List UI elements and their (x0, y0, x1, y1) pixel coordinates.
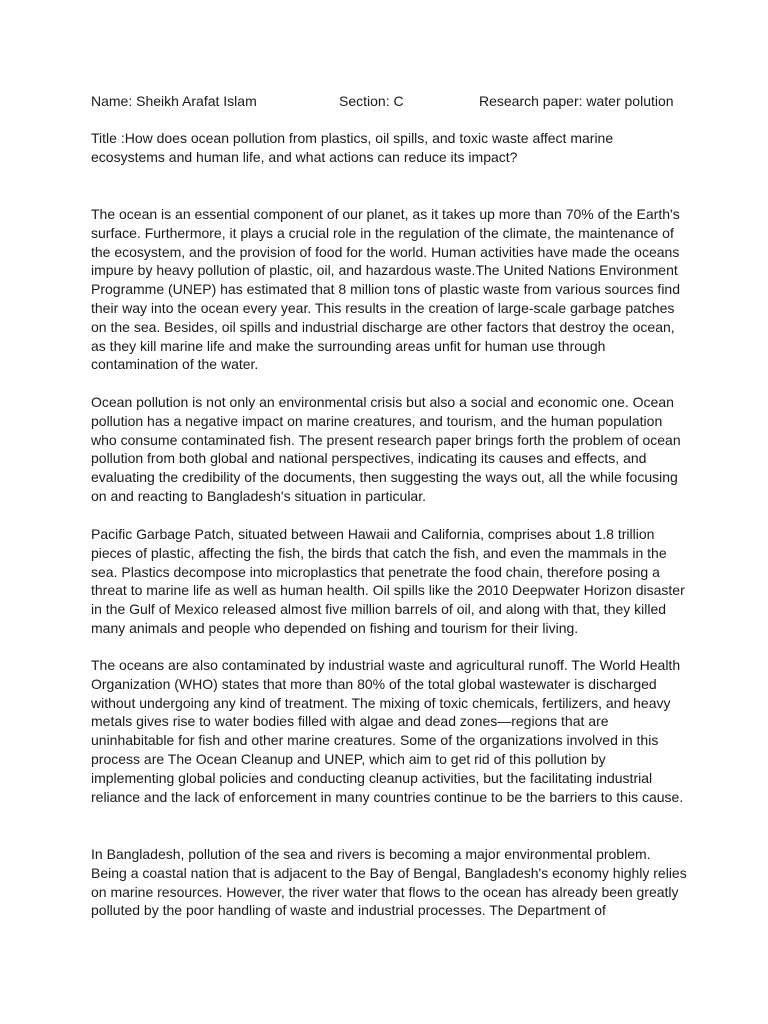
paper-topic: Research paper: water polution (479, 93, 674, 109)
text-line: pieces of plastic, affecting the fish, the birds that catch the fish, and even the mammals in the (91, 544, 667, 561)
text-line: polluted by the poor handling of waste and industrial processes. The Department of (91, 902, 606, 919)
text-line: Organization (WHO) states that more than 80% of the total global wastewater is discharged (91, 675, 657, 692)
text-line: metals gives rise to water bodies filled with algae and dead zones—regions that are (91, 713, 609, 730)
text-line: surface. Furthermore, it plays a crucial role in the regulation of the climate, the maintenance of (91, 224, 674, 241)
text-line: reliance and the lack of enforcement in many countries continue to be the barriers to this cause. (91, 788, 684, 805)
text-line: on the sea. Besides, oil spills and industrial discharge are other factors that destroy the ocean, (91, 318, 675, 335)
text-line: pollution has a negative impact on marine creatures, and tourism, and the human population (91, 412, 663, 429)
text-line: Being a coastal nation that is adjacent to the Bay of Bengal, Bangladesh's economy highly relies (91, 864, 687, 881)
text-line: who consume contaminated fish. The present research paper brings forth the problem of ocean (91, 431, 681, 448)
section-label: Section: C (339, 93, 404, 109)
text-line: Ocean pollution is not only an environmental crisis but also a social and economic one. Ocean (91, 394, 674, 410)
text-line: as they kill marine life and make the surrounding areas unfit for human use through (91, 337, 606, 354)
text-line: on and reacting to Bangladesh's situation in particular. (91, 487, 427, 504)
title-line: ecosystems and human life, and what actions can reduce its impact? (91, 148, 518, 165)
title-line: Title :How does ocean pollution from plastics, oil spills, and toxic waste affect marine (91, 130, 614, 146)
text-line: many animals and people who depended on fishing and tourism for their living. (91, 619, 579, 636)
paragraph-3 (91, 525, 687, 638)
text-line: uninhabitable for fish and other marine creatures. Some of the organizations involved in this (91, 732, 659, 749)
paragraph-5 (91, 845, 687, 920)
text-line: on marine resources. However, the river water that flows to the ocean has already been greatly (91, 883, 679, 900)
paper-title (91, 129, 687, 167)
text-line: without undergoing any kind of treatment. The mixing of toxic chemicals, fertilizers, and heavy (91, 694, 671, 711)
text-line: The ocean is an essential component of our planet, as it takes up more than 70% of the Earth's (91, 206, 680, 222)
text-line: implementing global policies and conducting cleanup activities, but the facilitating industrial (91, 769, 653, 786)
paragraph-2 (91, 393, 687, 506)
text-line: impure by heavy pollution of plastic, oil, and hazardous waste.The United Nations Environment (91, 262, 678, 279)
text-line: evaluating the credibility of the documents, then suggesting the ways out, all the while focusing (91, 469, 678, 486)
paragraph-1 (91, 205, 687, 374)
text-line: contamination of the water. (91, 356, 259, 373)
text-line: the ecosystem, and the provision of food for the world. Human activities have made the oceans (91, 243, 680, 260)
text-line: The oceans are also contaminated by industrial waste and agricultural runoff. The World Health (91, 657, 681, 673)
text-line: process are The Ocean Cleanup and UNEP, which aim to get rid of this pollution by (91, 750, 606, 767)
text-line: threat to marine life as well as human health. Oil spills like the 2010 Deepwater Horizon disaster (91, 582, 685, 599)
text-line: pollution from both global and national perspectives, indicating its causes and effects, and (91, 450, 647, 467)
text-line: Pacific Garbage Patch, situated between Hawaii and California, comprises about 1.8 trillion (91, 526, 655, 542)
text-line: in the Gulf of Mexico released almost five million barrels of oil, and along with that, they killed (91, 601, 667, 618)
header-row (91, 92, 691, 112)
text-line: their way into the ocean every year. This results in the creation of large-scale garbage patches (91, 299, 675, 316)
text-line: sea. Plastics decompose into microplastics that penetrate the food chain, therefore posing a (91, 563, 660, 580)
text-line: In Bangladesh, pollution of the sea and rivers is becoming a major environmental problem. (91, 846, 651, 862)
author-name: Name: Sheikh Arafat Islam (91, 93, 257, 109)
paragraph-4 (91, 656, 687, 806)
text-line: Programme (UNEP) has estimated that 8 million tons of plastic waste from various sources find (91, 281, 681, 298)
